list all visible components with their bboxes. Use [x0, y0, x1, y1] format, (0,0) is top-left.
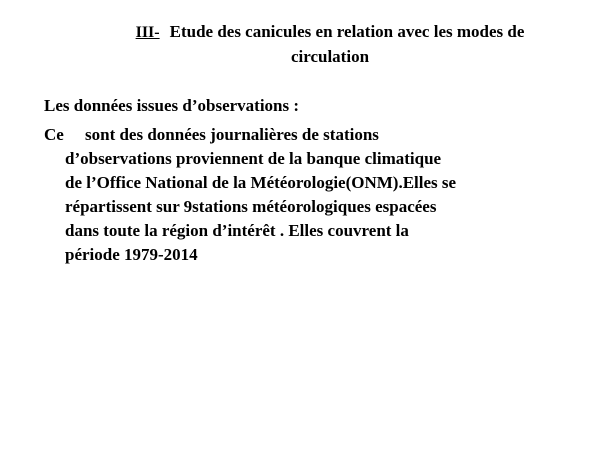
paragraph-line: de l’Office National de la Météorologie(ONM).Elles se [65, 173, 457, 192]
slide-title [95, 20, 565, 69]
title-line-1: Etude des canicules en relation avec les modes de [169, 22, 525, 41]
paragraph-line: période 1979-2014 [65, 245, 198, 264]
paragraph-lead-word: Ce [44, 125, 64, 144]
paragraph-line: dans toute la région d’intérêt . Elles couvrent la [65, 221, 409, 240]
body-paragraph [44, 123, 564, 267]
paragraph-line: répartissent sur 9stations météorologiques espacées [65, 197, 437, 216]
title-line-2: circulation [290, 47, 370, 66]
paragraph-line [44, 123, 564, 147]
paragraph-line: d’observations proviennent de la banque climatique [65, 149, 442, 168]
section-heading: Les données issues d’observations : [44, 96, 300, 115]
section-numeral: III- [135, 24, 160, 41]
paragraph-line-text: sont des données journalières de stations [85, 125, 379, 144]
